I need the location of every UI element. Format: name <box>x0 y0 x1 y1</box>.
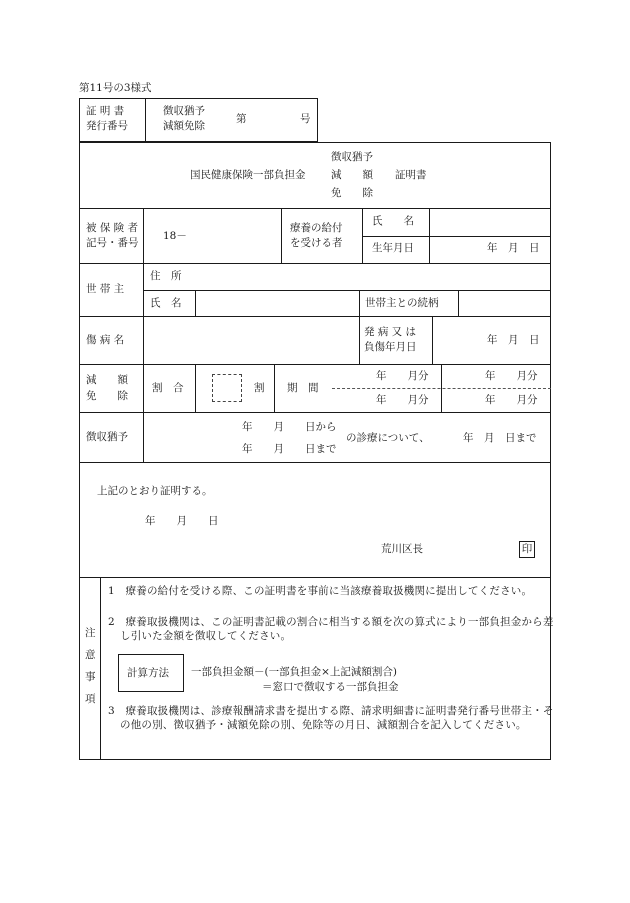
period-2-to: 年 月分 <box>485 394 538 406</box>
household-relation-label: 世帯主との続柄 <box>365 297 439 309</box>
heading-option-reduction: 減 額 <box>331 169 373 181</box>
calc-formula-line1: 一部負担金額－(一部負担金×上記減額割合) <box>191 666 397 678</box>
divider <box>458 290 459 316</box>
issue-number-go: 号 <box>300 113 311 125</box>
deferral-until: 年 月 日まで <box>463 432 537 444</box>
issue-number-dai: 第 <box>236 113 247 125</box>
onset-label-1: 発 病 又 は <box>364 326 417 338</box>
divider <box>274 364 275 412</box>
divider <box>100 577 101 760</box>
divider <box>143 290 551 291</box>
notes-label-4: 項 <box>85 693 96 705</box>
ratio-input-box[interactable] <box>212 374 242 402</box>
issue-number-label-2: 発行番号 <box>86 120 128 132</box>
insured-number: 18－ <box>163 230 187 242</box>
notes-label-1: 注 <box>85 627 96 639</box>
period-1-from: 年 月分 <box>376 370 429 382</box>
onset-label-2: 負傷年月日 <box>364 341 417 353</box>
divider <box>79 316 551 317</box>
heading-option-deferral: 徴収猶予 <box>331 151 373 163</box>
insured-label-2: 記号・番号 <box>86 237 139 249</box>
divider <box>362 208 363 263</box>
period-divider <box>332 388 551 389</box>
divider <box>79 364 551 365</box>
issue-type-deferral: 徴収猶予 <box>163 105 205 117</box>
divider <box>359 316 360 364</box>
certification-date: 年 月 日 <box>145 515 219 527</box>
period-1-to: 年 月分 <box>376 394 429 406</box>
note-item-2: 2 療養取扱機関は、この証明書記載の割合に相当する額を次の算式により一部負担金から差し引いた金額を徴収してください。 <box>108 616 554 642</box>
seal-box: 印 <box>519 541 535 558</box>
divider <box>195 364 196 412</box>
reduction-label-2: 免 除 <box>86 390 128 402</box>
divider <box>429 208 430 263</box>
heading-option-exemption: 免 除 <box>331 187 373 199</box>
heading-suffix: 証明書 <box>395 169 427 181</box>
notes-label-3: 事 <box>85 671 96 683</box>
household-label: 世 帯 主 <box>86 283 125 295</box>
ratio-wari: 割 <box>254 382 265 394</box>
heading-prefix: 国民健康保険一部負担金 <box>190 169 306 181</box>
insured-label-1: 被 保 険 者 <box>86 222 139 234</box>
divider <box>79 208 551 209</box>
reduction-label-1: 減 額 <box>86 374 128 386</box>
divider <box>145 98 146 142</box>
divider <box>195 290 196 316</box>
recipient-birth-label: 生年月日 <box>372 242 414 254</box>
note-item-3: 3 療養取扱機関は、診療報酬請求書を提出する際、請求明細書に証明書発行番号世帯主・その他の別、徴収猶予・減額免除の別、免除等の月日、減額割合を記入してください。 <box>108 705 554 731</box>
deferral-from: 年 月 日から <box>242 421 337 433</box>
divider <box>432 316 433 364</box>
form-number: 第11号の3様式 <box>79 82 152 94</box>
household-address-label: 住 所 <box>150 270 182 282</box>
recipient-birth-value: 年 月 日 <box>487 242 540 254</box>
calc-method-label: 計算方法 <box>127 667 169 679</box>
deferral-middle: の診療について、 <box>346 432 430 444</box>
recipient-label-1: 療養の給付 <box>290 222 343 234</box>
issue-type-reduction: 減額免除 <box>163 120 205 132</box>
issue-number-label-1: 証 明 書 <box>86 105 125 117</box>
divider <box>79 263 551 264</box>
illness-label: 傷 病 名 <box>86 334 125 346</box>
calc-formula-line2: ＝窓口で徴収する一部負担金 <box>262 681 399 693</box>
certification-statement: 上記のとおり証明する。 <box>97 485 213 497</box>
notes-label-2: 意 <box>85 649 96 661</box>
divider <box>281 208 282 263</box>
recipient-name-label: 氏 名 <box>372 215 414 227</box>
deferral-to: 年 月 日まで <box>242 443 337 455</box>
note-item-1: 1 療養の給付を受ける際、この証明書を事前に当該療養取扱機関に提出してください。 <box>108 585 533 597</box>
divider <box>143 208 144 463</box>
period-2-from: 年 月分 <box>485 370 538 382</box>
divider <box>362 236 551 237</box>
deferral-label: 徴収猶予 <box>86 431 128 443</box>
issuer-name: 荒川区長 <box>381 543 423 555</box>
period-label: 期 間 <box>287 382 319 394</box>
divider <box>79 412 551 413</box>
household-name-label: 氏 名 <box>150 297 182 309</box>
ratio-label: 割 合 <box>152 382 184 394</box>
divider <box>359 290 360 316</box>
recipient-label-2: を受ける者 <box>290 237 343 249</box>
onset-value: 年 月 日 <box>487 334 540 346</box>
